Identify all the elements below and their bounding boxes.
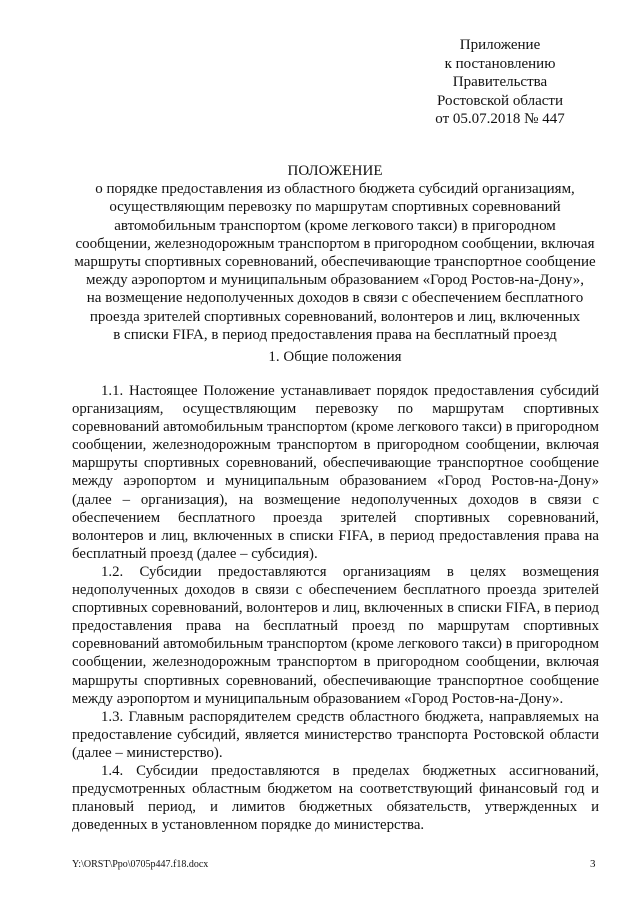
paragraph-1-3: 1.3. Главным распорядителем средств областного бюджета, направляемых на предоставление субсидий, является министерство транспорта Ростовской области (далее – министерство). — [72, 708, 599, 761]
subtitle-line: о порядке предоставления из областного бюджета субсидий организациям, — [95, 181, 575, 198]
footer-file-path: Y:\ORST\Ppo\0705p447.f18.docx — [72, 859, 209, 870]
appendix-line: Ростовской области — [437, 92, 563, 109]
paragraph-1-4: 1.4. Субсидии предоставляются в пределах бюджетных ассигнований, предусмотренных областным бюджетом на соответствующий финансовый год и плановый период, и лимитов бюджетных обязательств, утвержденных и доведенных в установленном порядке до министерства. — [72, 762, 599, 834]
subtitle-line: между аэропортом и муниципальным образованием «Город Ростов-на-Дону», — [86, 272, 584, 289]
appendix-block — [400, 36, 600, 129]
paragraph-1-1: 1.1. Настоящее Положение устанавливает порядок предоставления субсидий организациям, осуществляющим перевозку по маршрутам спортивных соревнований автомобильным транспортом (кроме легкового такси) в пригородном сообщении, железнодорожным транспортом в пригородном сообщении, включая маршруты спортивных соревнований, обеспечивающие транспортное сообщение между аэропортом и муниципальным образованием «Город Ростов-на-Дону» (далее – организация), на возмещение недополученных доходов в связи с обеспечением бесплатного проезда зрителей спортивных соревнований, волонтеров и лиц, включенных в списки FIFA, в период предоставления права на бесплатный проезд (далее – субсидия). — [72, 383, 599, 562]
subtitle-line: в списки FIFA, в период предоставления права на бесплатный проезд — [113, 326, 557, 343]
subtitle-line: осуществляющим перевозку по маршрутам спортивных соревнований — [109, 199, 561, 216]
appendix-line: Приложение — [459, 37, 541, 53]
subtitle-line: маршруты спортивных соревнований, обеспечивающие транспортное сообщение — [74, 254, 596, 271]
document-body — [72, 382, 599, 834]
document-heading — [66, 162, 604, 344]
page-number: 3 — [590, 858, 596, 870]
section-title: 1. Общие положения — [268, 349, 402, 365]
appendix-line: от 05.07.2018 № 447 — [435, 111, 565, 127]
subtitle-line: автомобильным транспортом (кроме легкового такси) в пригородном — [114, 217, 556, 234]
appendix-line: Правительства — [452, 74, 548, 90]
subtitle-line: проезда зрителей спортивных соревнований, волонтеров и лиц, включенных — [89, 308, 581, 325]
paragraph-1-2: 1.2. Субсидии предоставляются организациям в целях возмещения недополученных доходов в связи с обеспечением бесплатного проезда зрителей спортивных соревнований, волонтеров и лиц, включенных в списки FIFA, в период предоставления права на бесплатный проезд по маршрутам спортивных соревнований автомобильным транспортом (кроме легкового такси) в пригородном сообщении, железнодорожным транспортом в пригородном сообщении, включая маршруты спортивных соревнований, обеспечивающие транспортное сообщение между аэропортом и муниципальным образованием «Город Ростов-на-Дону». — [72, 563, 599, 707]
appendix-line: к постановлению — [444, 55, 556, 72]
document-title: ПОЛОЖЕНИЕ — [287, 163, 383, 179]
subtitle-line: сообщении, железнодорожным транспортом в пригородном сообщении, включая — [75, 235, 595, 252]
subtitle-line: на возмещение недополученных доходов в связи с обеспечением бесплатного — [86, 290, 584, 307]
